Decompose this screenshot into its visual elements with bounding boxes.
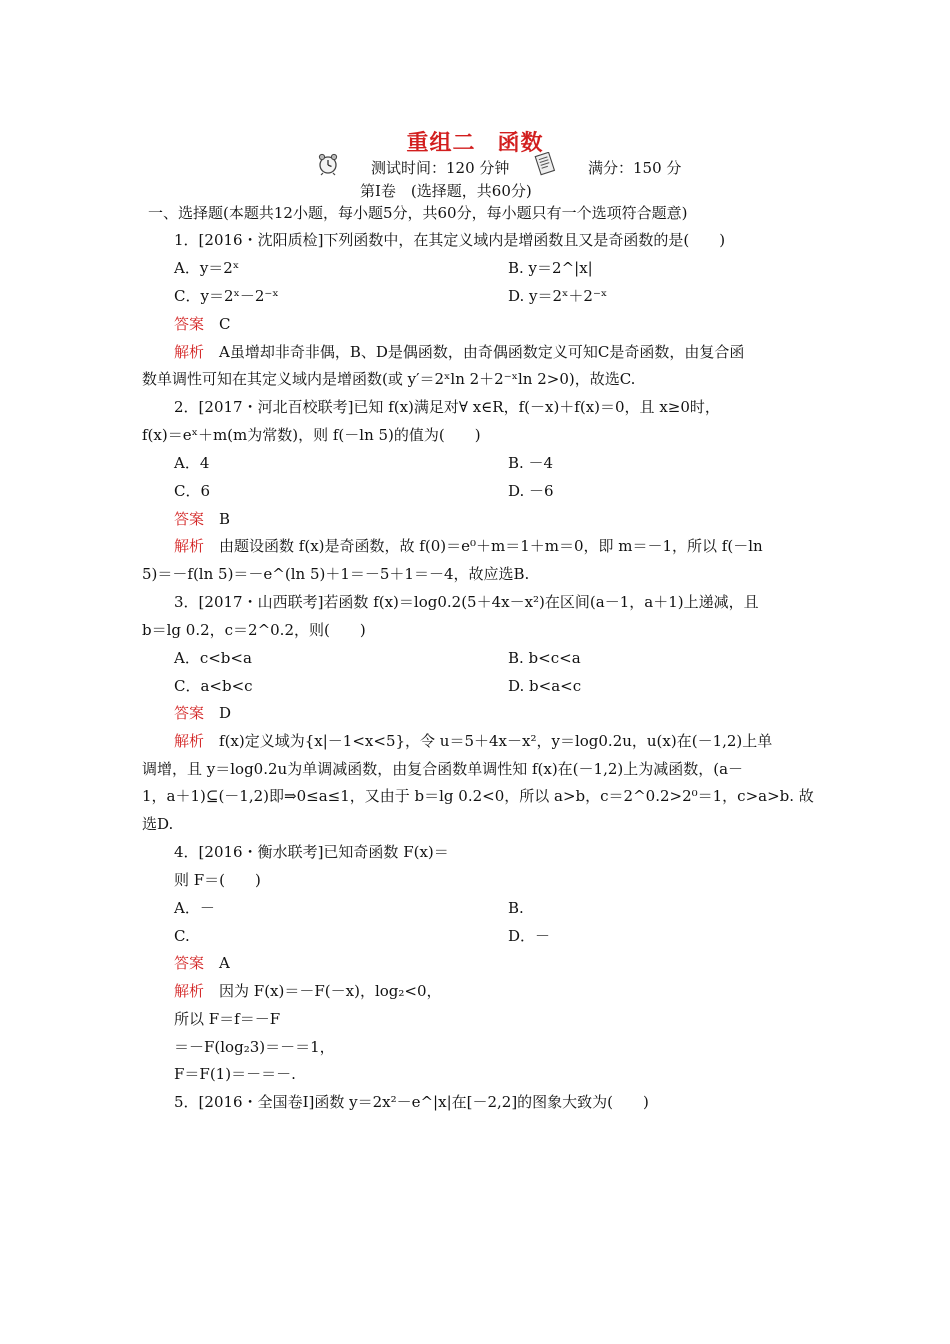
analysis-label: 解析 [174,343,205,361]
q1-answer [174,314,231,334]
q4-analysis-text-1: 因为 F(x)＝－F(－x)，log₂<0， [219,982,442,1000]
q4-answer [174,953,230,973]
q4-answer-value: A [219,954,230,972]
test-time: 测试时间：120 分钟 [371,159,510,177]
q2-option-a: A．4 [174,454,210,472]
q5-stem: 5．[2016・全国卷Ⅰ]函数 y＝2x²－e^|x|在[－2,2]的图象大致为( ) [174,1093,649,1111]
analysis-label: 解析 [174,732,205,750]
q3-option-a: A．c<b<a [174,649,252,667]
q1-option-d: D. y＝2ˣ＋2⁻ˣ [508,287,608,305]
answer-label: 答案 [174,954,205,972]
q3-option-b: B. b<c<a [508,649,581,667]
q3-analysis-2: 调增，且 y＝log0.2u为单调减函数，由复合函数单调性知 f(x)在(－1,2)上为减函数，(a－ [142,760,744,778]
q2-stem-1: 2．[2017・河北百校联考]已知 f(x)满足对∀ x∈R，f(－x)＋f(x)＝0，且 x≥0时， [174,398,720,416]
q4-analysis-3: ＝－F(log₂3)＝－＝1， [174,1038,335,1056]
q2-analysis-2: 5)＝－f(ln 5)＝－e^(ln 5)＋1＝－5＋1＝－4，故应选B. [142,565,530,583]
q4-option-a: A．－ [174,899,215,917]
q3-analysis-3: 1，a＋1)⊆(－1,2)即⇒0≤a≤1，又由于 b＝lg 0.2<0，所以 a>b，c＝2^0.2>2⁰＝1，c>a>b. 故 [142,787,814,805]
q4-option-c: C. [174,927,190,945]
q3-analysis-text-1: f(x)定义域为{x|－1<x<5}，令 u＝5＋4x－x²，y＝log0.2u，u(x)在(－1,2)上单 [219,732,773,750]
q3-option-c: C．a<b<c [174,677,253,695]
q2-option-c: C．6 [174,482,211,500]
q3-stem-1: 3．[2017・山西联考]若函数 f(x)＝log0.2(5＋4x－x²)在区间(a－1，a＋1)上递减，且 [174,593,759,611]
q1-stem: 1．[2016・沈阳质检]下列函数中，在其定义域内是增函数且又是奇函数的是( ) [174,231,726,249]
part-intro: 一、选择题(本题共12小题，每小题5分，共60分，每小题只有一个选项符合题意) [148,204,688,222]
q2-answer-value: B [219,510,231,528]
full-score: 满分：150 分 [588,159,682,177]
q1-analysis-text-1: A虽增却非奇非偶，B、D是偶函数，由奇偶函数定义可知C是奇函数，由复合函 [219,343,745,361]
q3-answer [174,703,231,723]
q1-analysis-2: 数单调性可知在其定义域内是增函数(或 y′＝2ˣln 2＋2⁻ˣln 2>0)，故选C. [142,370,636,388]
q4-option-d: D．－ [508,927,551,945]
q2-analysis-1 [174,536,763,556]
answer-label: 答案 [174,510,205,528]
q1-answer-value: C [219,315,231,333]
title-sub: 函数 [497,131,544,156]
answer-label: 答案 [174,704,205,722]
q4-stem-1: 4．[2016・衡水联考]已知奇函数 F(x)＝ [174,843,449,861]
analysis-label: 解析 [174,537,205,555]
q1-option-b: B. y＝2^|x| [508,259,593,277]
q4-option-b: B. [508,899,524,917]
q4-analysis-4: F＝F(1)＝－＝－. [174,1065,296,1083]
answer-label: 答案 [174,315,205,333]
q3-option-d: D. b<a<c [508,677,582,695]
q4-stem-2: 则 F＝( ) [174,871,261,889]
analysis-label: 解析 [174,982,205,1000]
q1-analysis-1 [174,342,744,362]
title-main: 重组二 [406,131,476,156]
q2-stem-2: f(x)＝eˣ＋m(m为常数)，则 f(－ln 5)的值为( ) [142,426,481,444]
alarm-clock-icon [316,152,340,176]
q2-option-b: B. －4 [508,454,554,472]
paper-icon [532,152,558,176]
test-meta [0,152,950,178]
q1-option-a: A．y＝2ˣ [174,259,240,277]
q3-answer-value: D [219,704,232,722]
q1-option-c: C．y＝2ˣ－2⁻ˣ [174,287,279,305]
q4-analysis-2: 所以 F＝f＝－F [174,1010,281,1028]
q4-analysis-1 [174,981,442,1001]
q2-option-d: D. －6 [508,482,554,500]
q2-analysis-text-1: 由题设函数 f(x)是奇函数，故 f(0)＝e⁰＋m＝1＋m＝0，即 m＝－1，所以 f(－ln [219,537,763,555]
q3-analysis-4: 选D. [142,815,174,833]
q3-analysis-1 [174,731,772,751]
q3-stem-2: b＝lg 0.2，c＝2^0.2，则( ) [142,621,366,639]
q2-answer [174,509,230,529]
section-header: 第Ⅰ卷 (选择题，共60分) [360,182,532,200]
